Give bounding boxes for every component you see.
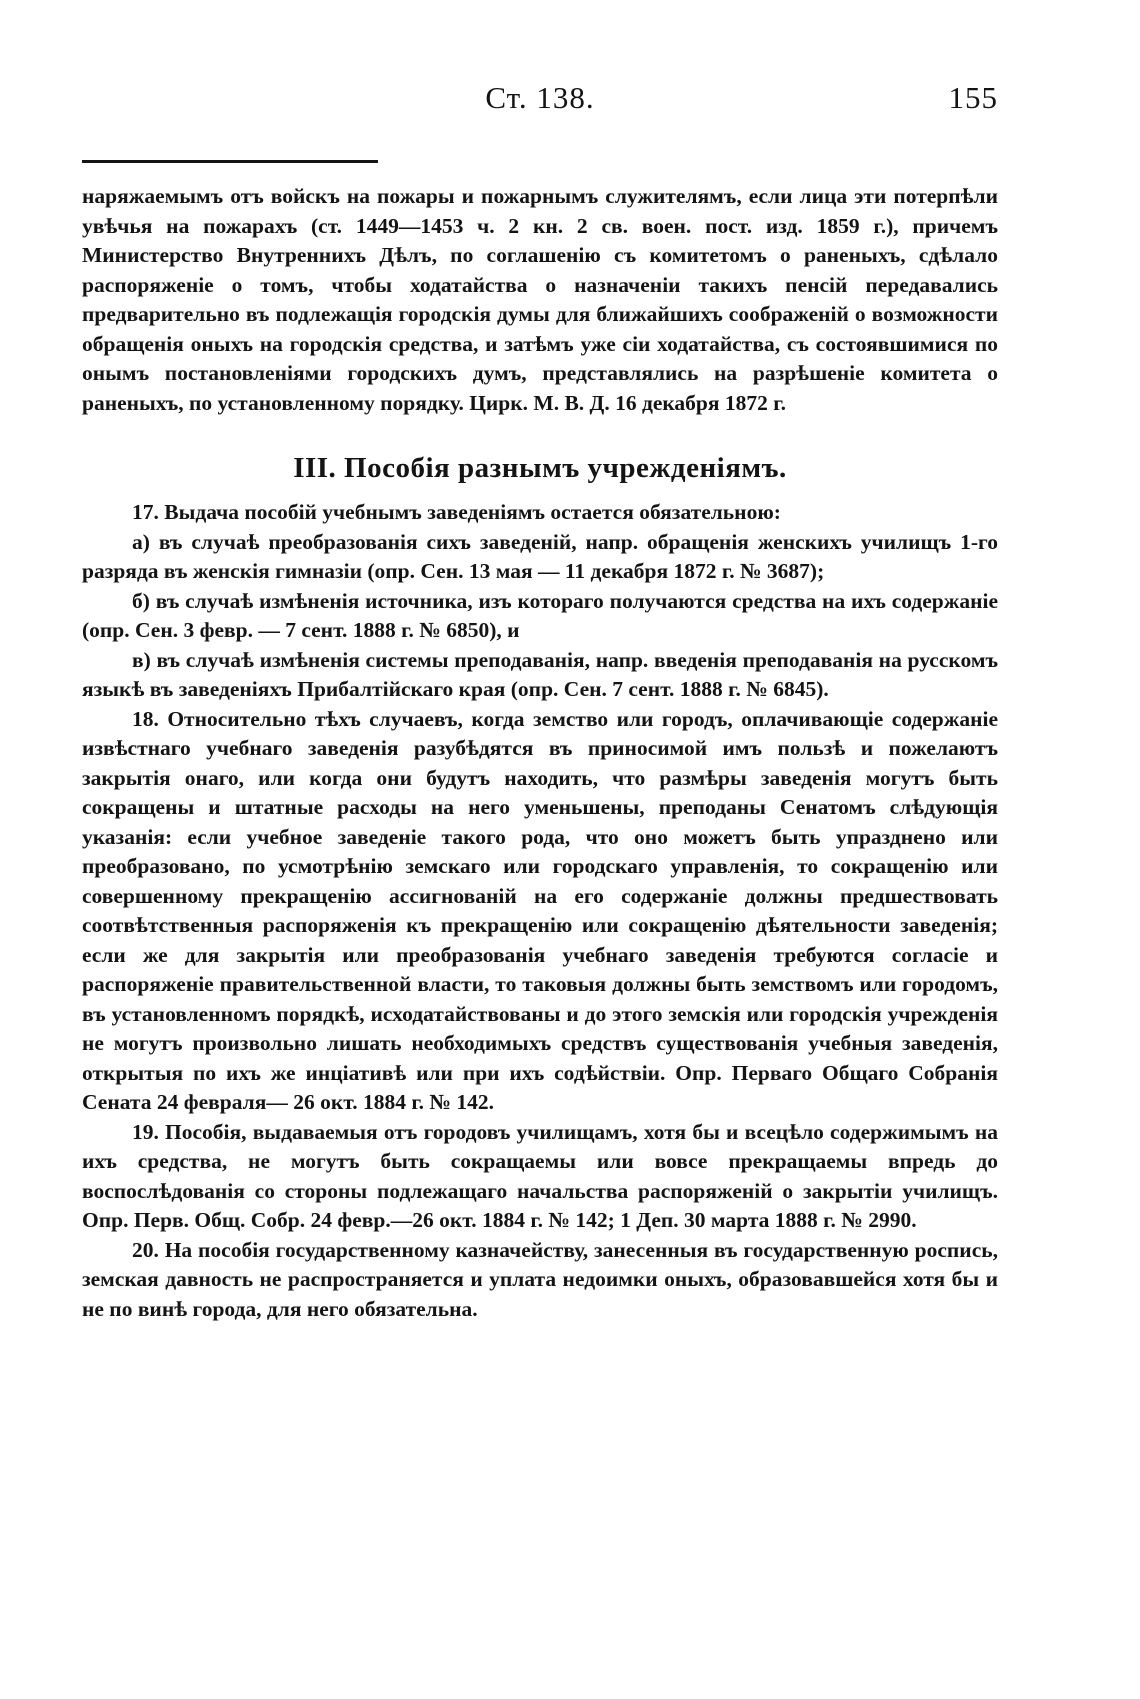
article-17-item-a: а) въ случаѣ преобразованія сихъ заведеній, напр. обращенія женскихъ училищъ 1-го разряда въ женскія гимназіи (опр. Сен. 13 мая — 11 декабря 1872 г. № 3687); bbox=[82, 529, 998, 583]
article-20 bbox=[82, 1236, 998, 1325]
article-19 bbox=[82, 1118, 998, 1236]
section-heading: III. Пособія разнымъ учрежденіямъ. bbox=[293, 452, 787, 484]
page-title: Ст. 138. bbox=[485, 80, 595, 115]
article-17 bbox=[82, 498, 998, 528]
intro-paragraph: наряжаемымъ отъ войскъ на пожары и пожарнымъ служителямъ, если лица эти потерпѣли увѣчья на пожарахъ (ст. 1449—1453 ч. 2 кн. 2 св. воен. пост. изд. 1859 г.), причемъ Министерство Внутреннихъ Дѣлъ, по соглашенію съ комитетомъ о раненыхъ, сдѣлало распоряженіе о томъ, чтобы ходатайства о назначеніи такихъ пенсій передавались предварительно въ подлежащія городскія думы для ближайшихъ соображеній о возможности обращенія оныхъ на городскія средства, и затѣмъ уже сіи ходатайства, съ состоявшимися по онымъ постановленіями городскихъ думъ, представлялись на разрѣшеніе комитета о раненыхъ, по установленному порядку. Цирк. М. В. Д. 16 декабря 1872 г. bbox=[82, 184, 998, 415]
article-17-item-b: б) въ случаѣ измѣненія источника, изъ котораго получаются средства на ихъ содержаніе (опр. Сен. 3 февр. — 7 сент. 1888 г. № 6850), и bbox=[82, 588, 998, 642]
article-20-text: На пособія государственному казначейству, занесенныя въ государственную роспись, земская давность не распространяется и уплата недоимки оныхъ, образовавшейся хотя бы и не по винѣ города, для него обязательна. bbox=[82, 1237, 998, 1321]
article-18 bbox=[82, 705, 998, 1118]
article-17-number: 17. bbox=[132, 500, 159, 524]
header-rule bbox=[82, 160, 378, 163]
article-20-number: 20. bbox=[132, 1237, 159, 1262]
article-17-text: Выдача пособій учебнымъ заведеніямъ остается обязательною: bbox=[158, 500, 781, 524]
article-19-text: Пособія, выдаваемыя отъ городовъ училищамъ, хотя бы и всецѣло содержимымъ на ихъ средства, не могутъ быть сокращаемы или вовсе прекращаемы впредь до воспослѣдованія со стороны подлежащаго начальства распоряженій о закрытіи училищъ. Опр. Перв. Общ. Собр. 24 февр.—26 окт. 1884 г. № 142; 1 Деп. 30 марта 1888 г. № 2990. bbox=[82, 1119, 998, 1232]
article-18-number: 18. bbox=[132, 706, 159, 731]
article-19-number: 19. bbox=[132, 1119, 159, 1144]
page-number: 155 bbox=[948, 80, 998, 115]
article-18-text: Относительно тѣхъ случаевъ, когда земство или городъ, оплачивающіе содержаніе извѣстнаго учебнаго заведенія разубѣдятся въ приносимой имъ пользѣ и пожелаютъ закрытія онаго, или когда они будутъ находить, что размѣры заведенія могутъ быть сокращены и штатные расходы на него уменьшены, преподаны Сенатомъ слѣдующія указанія: если учебное заведеніе такого рода, что оно можетъ быть упразднено или преобразовано, по усмотрѣнію земскаго или городскаго управленія, то сокращенію или совершенному прекращенію ассигнованій на его содержаніе должны предшествовать соотвѣтственныя распоряженія къ прекращенію или сокращенію дѣятельности заведенія; если же для закрытія или преобразованія учебнаго заведенія требуются согласіе и распоряженіе правительственной власти, то таковыя должны быть земствомъ или городомъ, въ установленномъ порядкѣ, исходатайствованы и до этого земскія или городскія учрежденія не могутъ произвольно лишать необходимыхъ средствъ существованія учебныя заведенія, открытыя по ихъ же инціативѣ или при ихъ содѣйствіи. Опр. Перваго Общаго Собранія Сената 24 февраля— 26 окт. 1884 г. № 142. bbox=[82, 706, 998, 1114]
article-17-item-c: в) въ случаѣ измѣненія системы преподаванія, напр. введенія преподаванія на русскомъ языкѣ въ заведеніяхъ Прибалтійскаго края (опр. Сен. 7 сент. 1888 г. № 6845). bbox=[82, 647, 998, 701]
body-text bbox=[82, 182, 998, 1324]
running-head bbox=[82, 80, 998, 124]
